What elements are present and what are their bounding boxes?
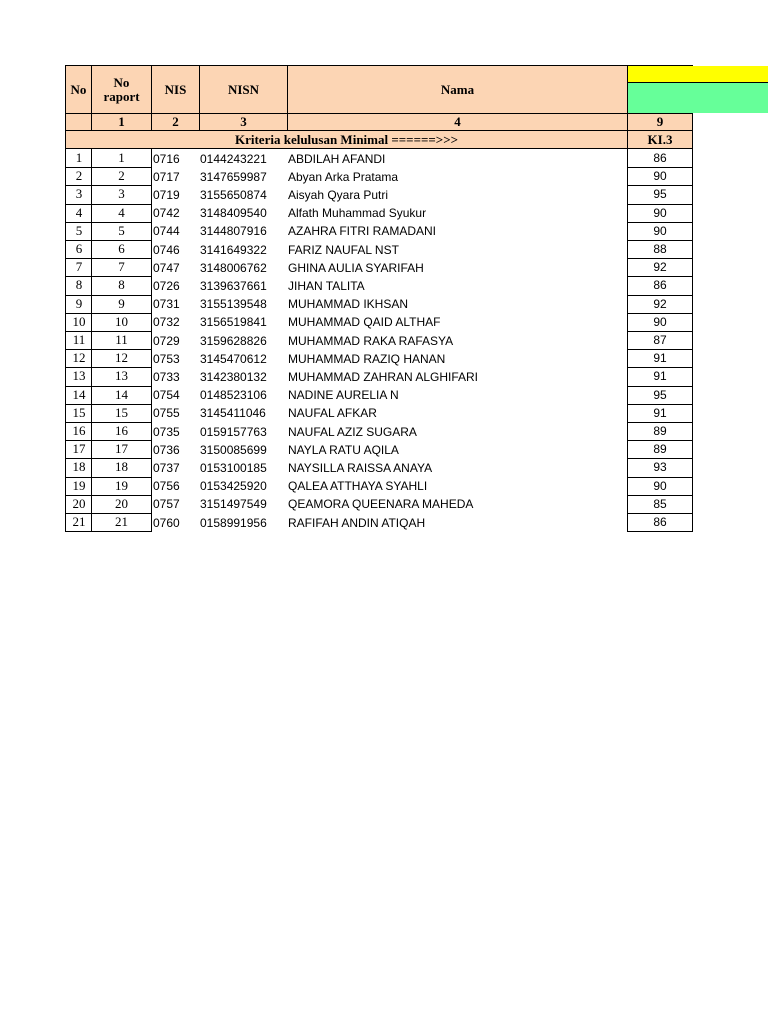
- cell-nisn: [200, 276, 287, 295]
- cell-score-value: 90: [653, 478, 667, 493]
- cell-nisn-value: 3141649322: [200, 242, 267, 257]
- cell-raport: [91, 240, 152, 259]
- cell-no: [65, 513, 92, 532]
- cell-no-value: 15: [72, 404, 86, 420]
- cell-nama-value: QALEA ATTHAYA SYAHLI: [288, 479, 428, 494]
- cell-nama-value: Aisyah Qyara Putri: [288, 187, 389, 202]
- cell-nis-value: 0757: [153, 497, 180, 512]
- cell-nis-value: 0746: [153, 242, 180, 257]
- cell-no: [65, 422, 92, 441]
- colnum-nama-label: 4: [454, 114, 461, 129]
- colnum-score: [627, 113, 693, 131]
- cell-no-value: 19: [72, 477, 86, 493]
- cell-nis: [152, 204, 199, 223]
- kriteria-code-cell: [627, 130, 693, 149]
- cell-nisn-value: 3150085699: [200, 442, 267, 457]
- cell-nama: [288, 440, 627, 459]
- cell-nisn-value: 3148006762: [200, 260, 267, 275]
- cell-score: [627, 495, 693, 514]
- cell-nis-value: 0742: [153, 206, 180, 221]
- colnum-nis: [151, 113, 200, 131]
- cell-nama: [288, 258, 627, 277]
- cell-nisn: [200, 458, 287, 477]
- cell-nisn-value: 0159157763: [200, 424, 267, 439]
- cell-score: [627, 422, 693, 441]
- cell-raport-value: 6: [118, 241, 125, 257]
- cell-no-value: 10: [72, 313, 86, 329]
- cell-raport: [91, 276, 152, 295]
- cell-nis-value: 0735: [153, 424, 180, 439]
- cell-score-value: 90: [653, 223, 667, 238]
- cell-score-value: 95: [653, 187, 667, 202]
- cell-nama-value: NAYSILLA RAISSA ANAYA: [288, 460, 433, 475]
- cell-nisn-value: 3148409540: [200, 206, 267, 221]
- cell-raport-value: 20: [115, 495, 128, 511]
- cell-no: [65, 167, 92, 186]
- cell-score: [627, 331, 693, 350]
- cell-nama: [288, 240, 627, 259]
- cell-nama: [288, 386, 627, 405]
- header-nama-label: Nama: [440, 81, 475, 97]
- cell-nama-value: FARIZ NAUFAL NST: [288, 242, 399, 257]
- cell-raport: [91, 367, 152, 386]
- cell-no-value: 4: [75, 204, 83, 220]
- cell-nama-value: NAUFAL AZIZ SUGARA: [288, 424, 417, 439]
- cell-nis: [152, 185, 199, 204]
- colnum-raport-label: 1: [118, 114, 125, 129]
- cell-no: [65, 258, 92, 277]
- cell-nis: [152, 477, 199, 496]
- cell-nis: [152, 422, 199, 441]
- cell-raport: [91, 477, 152, 496]
- cell-nis: [152, 167, 199, 186]
- cell-no-value: 13: [72, 368, 86, 384]
- cell-nama-value: AZAHRA FITRI RAMADANI: [288, 224, 437, 239]
- cell-score: [627, 204, 693, 223]
- cell-nama: [288, 367, 627, 386]
- cell-nama: [288, 458, 627, 477]
- cell-score: [627, 367, 693, 386]
- cell-raport-value: 17: [115, 441, 128, 457]
- header-no: [65, 65, 92, 114]
- cell-score: [627, 258, 693, 277]
- cell-nama: [288, 422, 627, 441]
- cell-nama-value: NAYLA RATU AQILA: [288, 442, 399, 457]
- cell-nisn: [200, 404, 287, 423]
- cell-nis-value: 0756: [153, 479, 180, 494]
- cell-nisn: [200, 349, 287, 368]
- cell-raport-value: 14: [115, 386, 128, 402]
- cell-raport-value: 5: [118, 222, 125, 238]
- cell-score: [627, 222, 693, 241]
- cell-nama: [288, 295, 627, 314]
- cell-nisn-value: 3145411046: [200, 406, 266, 421]
- cell-nisn: [200, 495, 287, 514]
- cell-no: [65, 440, 92, 459]
- cell-nama-value: MUHAMMAD RAKA RAFASYA: [288, 333, 454, 348]
- cell-nisn-value: 0153425920: [200, 479, 267, 494]
- cell-nis-value: 0716: [153, 151, 180, 166]
- cell-nis-value: 0719: [153, 187, 180, 202]
- colnum-nis-label: 2: [172, 114, 179, 129]
- cell-raport: [91, 295, 152, 314]
- cell-score: [627, 149, 693, 168]
- cell-raport-value: 4: [118, 204, 125, 220]
- cell-nisn: [200, 295, 287, 314]
- cell-nis: [152, 386, 199, 405]
- cell-score-value: 95: [653, 387, 667, 402]
- cell-no-value: 2: [75, 168, 83, 184]
- cell-nisn: [200, 513, 287, 532]
- cell-raport-value: 10: [115, 313, 128, 329]
- cell-nis: [152, 222, 199, 241]
- cell-score-value: 90: [653, 169, 667, 184]
- cell-nisn-value: 3144807916: [200, 224, 267, 239]
- cell-nama: [288, 513, 627, 532]
- cell-no-value: 17: [72, 441, 86, 457]
- cell-no: [65, 458, 92, 477]
- cell-raport-value: 19: [115, 477, 128, 493]
- cell-nisn: [200, 477, 287, 496]
- cell-nis-value: 0754: [153, 388, 180, 403]
- cell-raport-value: 7: [118, 259, 125, 275]
- cell-nis-value: 0731: [153, 297, 180, 312]
- cell-nisn: [200, 185, 287, 204]
- header-nis: [151, 65, 200, 114]
- cell-no: [65, 404, 92, 423]
- cell-raport-value: 18: [115, 459, 128, 475]
- cell-nama: [288, 477, 627, 496]
- cell-score: [627, 185, 693, 204]
- cell-nis-value: 0747: [153, 260, 180, 275]
- header-nama: [287, 65, 628, 114]
- cell-nisn: [200, 167, 287, 186]
- cell-raport-value: 11: [115, 332, 128, 348]
- cell-nis: [152, 240, 199, 259]
- cell-no-value: 12: [72, 350, 86, 366]
- cell-nis: [152, 276, 199, 295]
- cell-no-value: 16: [72, 423, 86, 439]
- cell-score-value: 85: [653, 496, 667, 511]
- cell-score-value: 90: [653, 314, 667, 329]
- cell-nis: [152, 513, 199, 532]
- cell-raport-value: 9: [118, 295, 125, 311]
- cell-score-value: 90: [653, 205, 667, 220]
- cell-nisn-value: 0144243221: [200, 151, 267, 166]
- cell-nama: [288, 204, 627, 223]
- cell-nisn-value: 3139637661: [200, 278, 267, 293]
- cell-raport-value: 8: [118, 277, 125, 293]
- cell-no-value: 11: [72, 332, 86, 348]
- cell-nama-value: GHINA AULIA SYARIFAH: [288, 260, 424, 275]
- cell-nis: [152, 295, 199, 314]
- cell-no: [65, 477, 92, 496]
- cell-nama-value: Abyan Arka Pratama: [288, 169, 399, 184]
- cell-raport: [91, 313, 152, 332]
- cell-no-value: 3: [75, 186, 83, 202]
- cell-nama-value: NAUFAL AFKAR: [288, 406, 377, 421]
- cell-nis: [152, 495, 199, 514]
- colnum-nisn-label: 3: [240, 114, 247, 129]
- cell-nisn: [200, 386, 287, 405]
- header-no-raport: [91, 65, 152, 114]
- colnum-nama: [287, 113, 628, 131]
- cell-nis-value: 0717: [153, 169, 180, 184]
- cell-no-value: 7: [75, 259, 83, 275]
- cell-no: [65, 331, 92, 350]
- cell-nama: [288, 404, 627, 423]
- cell-no-value: 21: [72, 514, 86, 530]
- cell-nis-value: 0753: [153, 351, 180, 366]
- cell-nama: [288, 331, 627, 350]
- cell-nisn: [200, 331, 287, 350]
- cell-raport-value: 13: [115, 368, 128, 384]
- cell-nis-value: 0737: [153, 460, 180, 475]
- cell-nis: [152, 349, 199, 368]
- cell-score-value: 89: [653, 424, 667, 439]
- cell-nama: [288, 349, 627, 368]
- cell-no-value: 5: [75, 222, 83, 238]
- cell-nisn-value: 3151497549: [200, 497, 267, 512]
- cell-nisn: [200, 422, 287, 441]
- cell-score: [627, 386, 693, 405]
- kriteria-label: Kriteria kelulusan Minimal ======>>>: [234, 131, 459, 147]
- cell-no: [65, 240, 92, 259]
- cell-nisn: [200, 440, 287, 459]
- cell-nisn-value: 3156519841: [200, 315, 267, 330]
- cell-nisn: [200, 149, 287, 168]
- header-nisn: [199, 65, 288, 114]
- cell-nis-value: 0744: [153, 224, 180, 239]
- cell-raport: [91, 349, 152, 368]
- cell-no: [65, 313, 92, 332]
- cell-score-value: 91: [653, 369, 667, 384]
- cell-score: [627, 313, 693, 332]
- cell-raport: [91, 167, 152, 186]
- cell-raport-value: 16: [115, 423, 128, 439]
- cell-nama-value: MUHAMMAD QAID ALTHAF: [288, 315, 441, 330]
- header-no-label: No: [70, 81, 87, 97]
- cell-raport: [91, 204, 152, 223]
- cell-nama-value: Alfath Muhammad Syukur: [288, 206, 427, 221]
- cell-raport: [91, 258, 152, 277]
- cell-nama-value: MUHAMMAD RAZIQ HANAN: [288, 351, 446, 366]
- cell-nisn: [200, 222, 287, 241]
- colnum-no: [65, 113, 92, 131]
- cell-nis: [152, 331, 199, 350]
- cell-no: [65, 367, 92, 386]
- cell-score-value: 91: [653, 405, 667, 420]
- cell-nama-value: MUHAMMAD IKHSAN: [288, 297, 409, 312]
- cell-no-value: 8: [75, 277, 83, 293]
- cell-score-value: 92: [653, 260, 667, 275]
- cell-nama-value: MUHAMMAD ZAHRAN ALGHIFARI: [288, 369, 479, 384]
- cell-score-value: 86: [653, 515, 667, 530]
- cell-nama: [288, 495, 627, 514]
- cell-no-value: 14: [72, 386, 86, 402]
- cell-nisn-value: 3159628826: [200, 333, 267, 348]
- cell-score: [627, 349, 693, 368]
- header-nisn-label: NISN: [227, 81, 260, 97]
- cell-raport-value: 12: [115, 350, 128, 366]
- cell-nisn: [200, 313, 287, 332]
- cell-raport-value: 2: [118, 168, 125, 184]
- cell-raport: [91, 495, 152, 514]
- green-highlight-cell: [628, 83, 768, 113]
- header-no-raport-line2: raport: [103, 88, 140, 104]
- cell-nisn-value: 3155139548: [200, 297, 267, 312]
- cell-nama: [288, 167, 627, 186]
- kriteria-code: KI.3: [647, 131, 673, 147]
- cell-no: [65, 349, 92, 368]
- cell-nis: [152, 404, 199, 423]
- cell-nis-value: 0726: [153, 278, 180, 293]
- header-nis-label: NIS: [164, 81, 187, 97]
- cell-score-value: 86: [653, 151, 667, 166]
- cell-nama-value: JIHAN TALITA: [288, 278, 365, 293]
- cell-raport: [91, 440, 152, 459]
- cell-nama: [288, 276, 627, 295]
- cell-nisn: [200, 240, 287, 259]
- cell-score-value: 89: [653, 442, 667, 457]
- cell-raport: [91, 422, 152, 441]
- cell-no: [65, 386, 92, 405]
- cell-no-value: 18: [72, 459, 86, 475]
- cell-nisn-value: 0158991956: [200, 515, 267, 530]
- cell-score: [627, 458, 693, 477]
- cell-no: [65, 149, 92, 168]
- colnum-nisn: [199, 113, 288, 131]
- cell-no-value: 1: [75, 150, 83, 166]
- cell-nis: [152, 440, 199, 459]
- cell-no: [65, 222, 92, 241]
- cell-nis: [152, 313, 199, 332]
- yellow-highlight-cell: [628, 66, 768, 83]
- cell-raport: [91, 386, 152, 405]
- cell-nisn: [200, 204, 287, 223]
- cell-nis: [152, 367, 199, 386]
- cell-raport: [91, 149, 152, 168]
- cell-nis-value: 0755: [153, 406, 180, 421]
- cell-score-value: 86: [653, 278, 667, 293]
- cell-nisn-value: 3145470612: [200, 351, 267, 366]
- cell-nama-value: NADINE AURELIA N: [288, 388, 399, 403]
- cell-score-value: 93: [653, 460, 667, 475]
- cell-nama: [288, 222, 627, 241]
- cell-raport: [91, 404, 152, 423]
- cell-nis-value: 0736: [153, 442, 180, 457]
- cell-no-value: 6: [75, 241, 83, 257]
- cell-nis: [152, 258, 199, 277]
- cell-nisn: [200, 258, 287, 277]
- cell-raport: [91, 185, 152, 204]
- cell-no: [65, 276, 92, 295]
- colnum-raport: [91, 113, 152, 131]
- cell-raport-value: 3: [118, 186, 125, 202]
- cell-raport: [91, 331, 152, 350]
- cell-nisn: [200, 367, 287, 386]
- cell-score: [627, 240, 693, 259]
- cell-nisn-value: 0153100185: [200, 460, 267, 475]
- cell-nama-value: QEAMORA QUEENARA MAHEDA: [288, 497, 474, 512]
- cell-raport: [91, 513, 152, 532]
- cell-raport-value: 1: [118, 150, 125, 166]
- cell-no: [65, 295, 92, 314]
- cell-score: [627, 295, 693, 314]
- cell-score: [627, 513, 693, 532]
- cell-nama-value: RAFIFAH ANDIN ATIQAH: [288, 515, 426, 530]
- cell-nis: [152, 149, 199, 168]
- cell-nama: [288, 185, 627, 204]
- cell-nama: [288, 149, 627, 168]
- cell-nis: [152, 458, 199, 477]
- cell-score: [627, 404, 693, 423]
- cell-nisn-value: 3142380132: [200, 369, 267, 384]
- cell-nisn-value: 0148523106: [200, 388, 267, 403]
- cell-nis-value: 0732: [153, 315, 180, 330]
- cell-score: [627, 477, 693, 496]
- cell-score: [627, 440, 693, 459]
- cell-no-value: 20: [72, 495, 86, 511]
- cell-nama: [288, 313, 627, 332]
- cell-nisn-value: 3155650874: [200, 187, 267, 202]
- cell-nis-value: 0733: [153, 369, 180, 384]
- cell-no: [65, 185, 92, 204]
- cell-score-value: 88: [653, 242, 667, 257]
- cell-nis-value: 0729: [153, 333, 180, 348]
- cell-score-value: 92: [653, 296, 667, 311]
- cell-no: [65, 204, 92, 223]
- cell-no-value: 9: [75, 295, 83, 311]
- cell-no: [65, 495, 92, 514]
- cell-nis-value: 0760: [153, 515, 180, 530]
- colnum-score-label: 9: [656, 114, 664, 129]
- cell-nisn-value: 3147659987: [200, 169, 267, 184]
- cell-raport-value: 21: [115, 514, 128, 530]
- kriteria-label-cell: [65, 130, 628, 149]
- header-no-raport-line1: No: [113, 74, 130, 90]
- cell-raport: [91, 222, 152, 241]
- cell-raport-value: 15: [115, 404, 128, 420]
- cell-raport: [91, 458, 152, 477]
- cell-score: [627, 276, 693, 295]
- cell-score: [627, 167, 693, 186]
- cell-score-value: 91: [653, 351, 667, 366]
- cell-score-value: 87: [653, 333, 667, 348]
- cell-nama-value: ABDILAH AFANDI: [288, 151, 386, 166]
